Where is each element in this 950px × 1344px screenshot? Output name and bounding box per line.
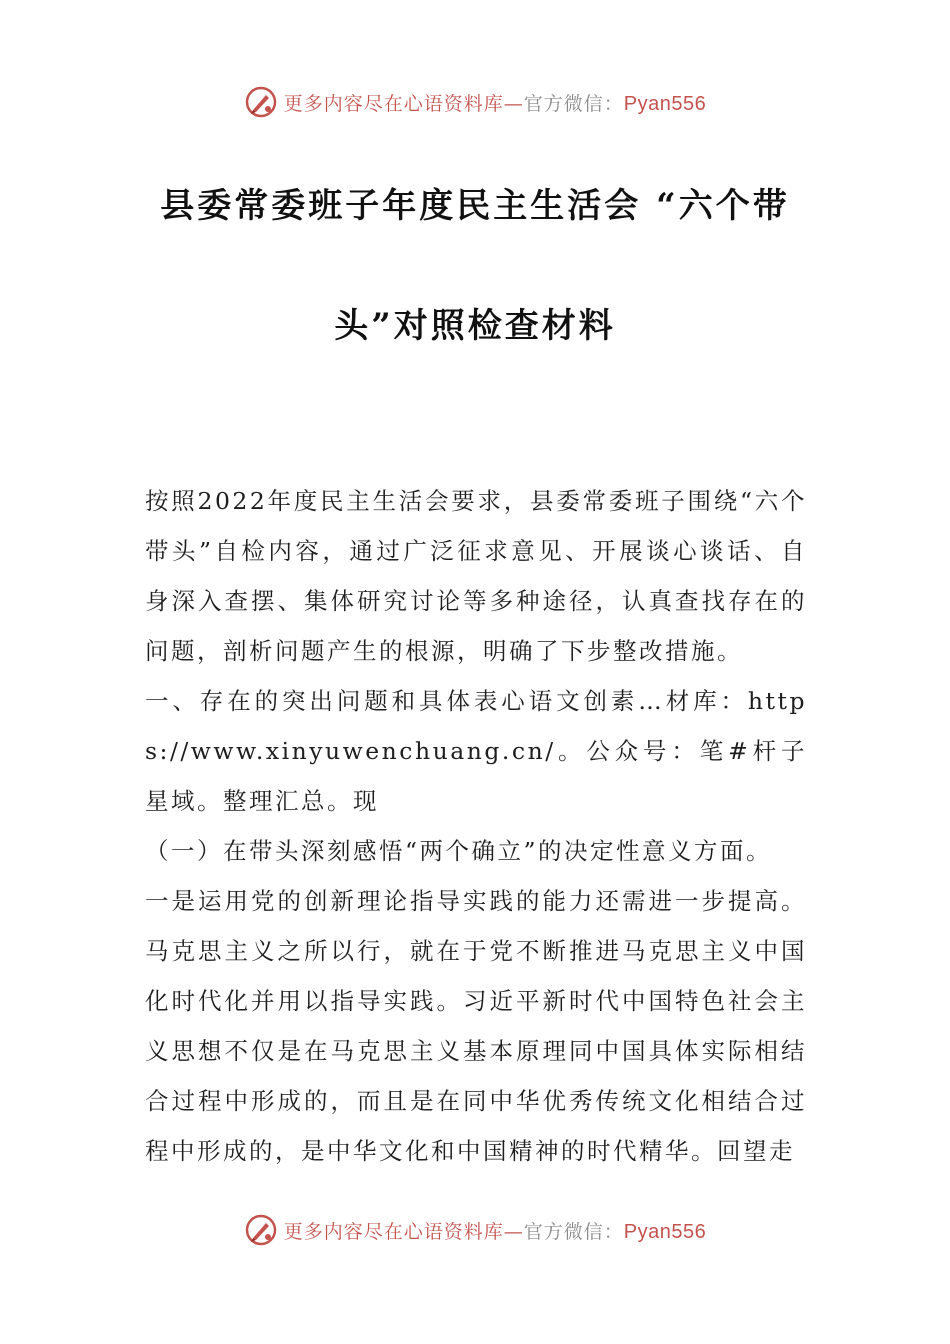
header-sub-text: 官方微信：: [523, 92, 624, 115]
document-title-line-1: 县委常委班子年度民主生活会 “六个带: [160, 186, 790, 226]
pen-circle-logo-icon: [244, 85, 278, 119]
paragraph-intro: 按照2022年度民主生活会要求，县委常委班子围绕“六个带头”自检内容，通过广泛征求意见、开展谈心谈话、自身深入查摆、集体研究讨论等多种途径，认真查找存在的问题，剖析问题产生的根源，明确了下步整改措施。: [145, 487, 807, 665]
document-body: [145, 476, 807, 1176]
header-banner: [0, 80, 950, 124]
header-brand-text: 更多内容尽在心语资料库: [283, 92, 504, 115]
footer-banner: [0, 1208, 950, 1252]
footer-wechat-id: Pyan556: [623, 1220, 707, 1243]
paragraph-section-heading: 一、存在的突出问题和具体表心语文创素…材库：https://www.xinyuwenchuang.cn/。公众号：笔#杆子星域。整理汇总。现: [145, 687, 807, 815]
footer-brand-text: 更多内容尽在心语资料库: [283, 1220, 504, 1243]
header-wechat-id: Pyan556: [623, 92, 707, 115]
pen-circle-logo-icon: [244, 1213, 278, 1247]
header-banner-text: [284, 89, 707, 116]
paragraph-point-one: 一是运用党的创新理论指导实践的能力还需进一步提高。马克思主义之所以行，就在于党不断推进马克思主义中国化时代化并用以指导实践。习近平新时代中国特色社会主义思想不仅是在马克思主义基本原理同中国具体实际相结合过程中形成的，而且是在同中华优秀传统文化相结合过程中形成的，是中华文化和中国精神的时代精华。回望走: [145, 887, 807, 1165]
header-separator: —: [503, 92, 524, 115]
footer-banner-text: [284, 1217, 707, 1244]
paragraph-subsection-heading: （一）在带头深刻感悟“两个确立”的决定性意义方面。: [145, 837, 773, 865]
document-title-line-2: 头”对照检查材料: [334, 306, 616, 346]
footer-separator: —: [503, 1220, 524, 1243]
footer-sub-text: 官方微信：: [523, 1220, 624, 1243]
